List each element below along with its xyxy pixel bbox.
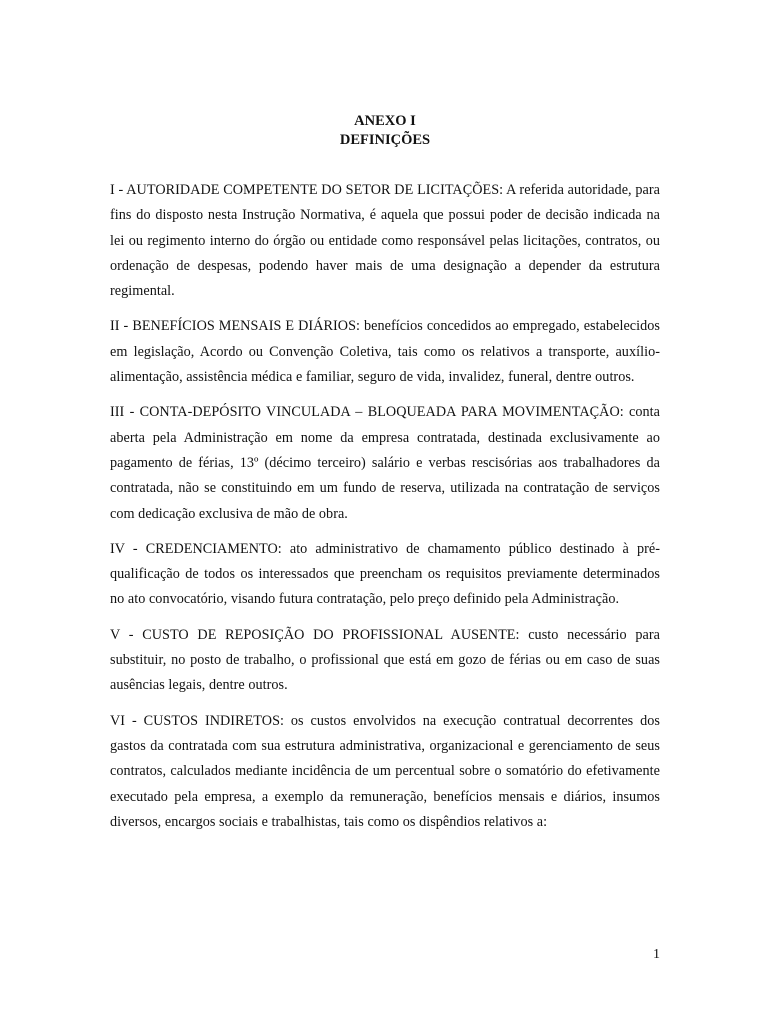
definition-paragraph-1	[110, 178, 660, 304]
definition-text: A referida autoridade, para fins do disposto nesta Instrução Normativa, é aquela que possui poder de decisão indicada na lei ou regimento interno do órgão ou entidade como responsável pelas licitações, contratos, ou ordenação de despesas, podendo haver mais de uma designação a depender da estrutura regimental.	[110, 182, 660, 300]
page-number: 1	[653, 947, 660, 962]
definition-paragraph-4	[110, 537, 660, 613]
definition-term: V - CUSTO DE REPOSIÇÃO DO PROFISSIONAL AUSENTE:	[110, 626, 520, 643]
definition-paragraph-3	[110, 400, 660, 526]
definition-paragraph-5	[110, 623, 660, 699]
document-title	[0, 112, 770, 150]
definition-paragraph-2	[110, 314, 660, 390]
definition-term: IV - CREDENCIAMENTO:	[110, 540, 282, 557]
definitions-heading: DEFINIÇÕES	[339, 132, 431, 148]
definition-term: III - CONTA-DEPÓSITO VINCULADA – BLOQUEADA PARA MOVIMENTAÇÃO:	[110, 404, 624, 421]
definition-text: benefícios concedidos ao empregado, estabelecidos em legislação, Acordo ou Convenção Coletiva, tais como os relativos a transporte, auxílio-alimentação, assistência médica e familiar, seguro de vida, invalidez, funeral, dentre outros.	[110, 318, 660, 386]
definition-text: custo necessário para substituir, no posto de trabalho, o profissional que está em gozo de férias ou em caso de suas ausências legais, dentre outros.	[110, 626, 660, 694]
definition-term: VI - CUSTOS INDIRETOS:	[110, 712, 284, 729]
definition-text: os custos envolvidos na execução contratual decorrentes dos gastos da contratada com sua estrutura administrativa, organizacional e gerenciamento de seus contratos, calculados mediante incidência de um percentual sobre o somatório do efetivamente executado pela empresa, a exemplo da remuneração, benefícios mensais e diários, insumos diversos, encargos sociais e trabalhistas, tais como os dispêndios relativos a:	[110, 712, 660, 830]
definition-term: II - BENEFÍCIOS MENSAIS E DIÁRIOS:	[110, 318, 361, 335]
definition-text: ato administrativo de chamamento público destinado à pré-qualificação de todos os interessados que preencham os requisitos previamente determinados no ato convocatório, visando futura contratação, pelo preço definido pela Administração.	[110, 540, 660, 608]
document-body	[110, 178, 660, 845]
definition-paragraph-6	[110, 709, 660, 835]
annex-title: ANEXO I	[354, 113, 416, 129]
definition-term: I - AUTORIDADE COMPETENTE DO SETOR DE LICITAÇÕES:	[110, 182, 504, 198]
definition-text: conta aberta pela Administração em nome da empresa contratada, destinada exclusivamente ao pagamento de férias, 13º (décimo terceiro) salário e verbas rescisórias aos trabalhadores da contratada, não se constituindo em um fundo de reserva, utilizada na contratação de serviços com dedicação exclusiva de mão de obra.	[110, 404, 660, 522]
